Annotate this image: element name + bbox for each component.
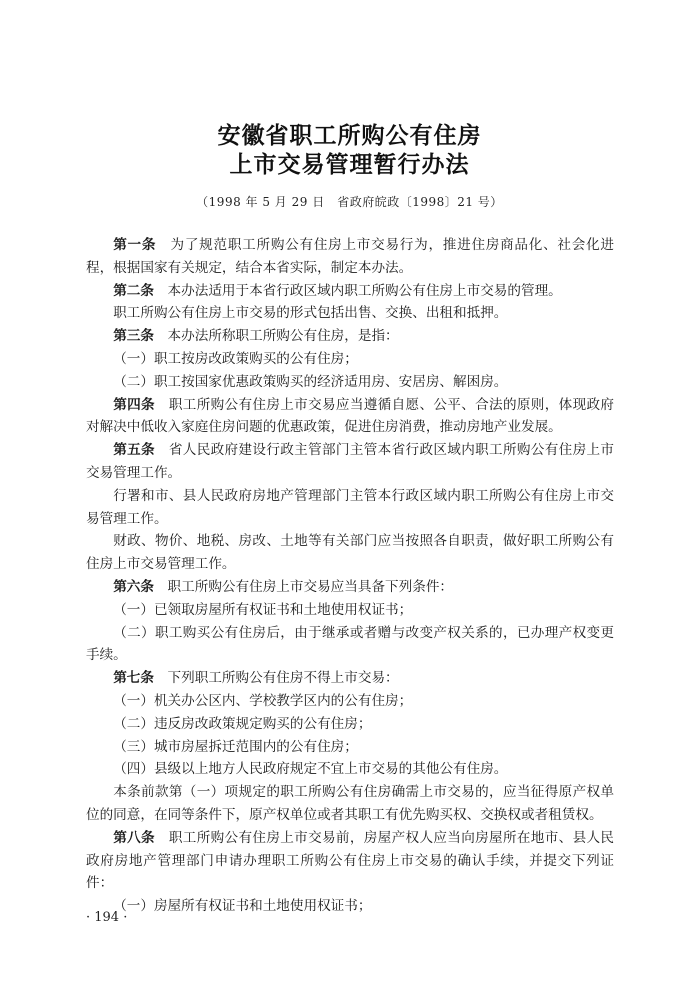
paragraph-text: 职工所购公有住房上市交易前，房屋产权人应当向房屋所在地市、县人民政府房地产管理部门申请办理职工所购公有住房上市交易的确认手续，并提交下列证件： (86, 829, 615, 892)
paragraph-text: （一）职工按房改政策购买的公有住房； (113, 350, 358, 367)
paragraph (86, 576, 614, 599)
paragraph (86, 895, 614, 918)
paragraph-text: 省人民政府建设行政主管部门主管本省行政区域内职工所购公有住房上市交易管理工作。 (86, 442, 615, 481)
page-number: · 194 · (86, 910, 128, 925)
paragraph-text: （二）职工按国家优惠政策购买的经济适用房、安居房、解困房。 (113, 373, 508, 390)
paragraph (86, 667, 614, 690)
paragraph (86, 439, 614, 485)
paragraph-text: （一）房屋所有权证书和土地使用权证书； (113, 898, 372, 915)
paragraph (86, 348, 614, 371)
paragraph (86, 736, 614, 759)
article-heading: 第八条 (113, 829, 155, 846)
paragraph-text: 职工所购公有住房上市交易应当遵循自愿、公平、合法的原则，体现政府对解决中低收入家庭住房问题的优惠政策，促进住房消费，推动房地产业发展。 (86, 396, 615, 436)
paragraph (86, 690, 614, 713)
document-title-line2: 上市交易管理暂行办法 (229, 152, 470, 178)
article-heading: 第一条 (113, 237, 157, 253)
paragraph-text: 本条前款第（一）项规定的职工所购公有住房确需上市交易的，应当征得原产权单位的同意，在同等条件下，原产权单位或者其职工有优先购买权、交换权或者租赁权。 (86, 784, 614, 823)
paragraph-text: 为了规范职工所购公有住房上市交易行为，推进住房商品化、社会化进程，根据国家有关规定，结合本省实际，制定本办法。 (86, 237, 615, 276)
paragraph (86, 781, 614, 827)
paragraph-text: 财政、物价、地税、房改、土地等有关部门应当按照各自职责，做好职工所购公有住房上市交易管理工作。 (86, 533, 614, 573)
paragraph-text: （三）城市房屋拆迁范围内的公有住房； (113, 738, 358, 755)
paragraph-text: （四）县级以上地方人民政府规定不宜上市交易的其他公有住房。 (113, 761, 508, 778)
article-heading: 第三条 (113, 328, 154, 345)
paragraph (86, 530, 614, 576)
paragraph (86, 485, 614, 531)
article-heading: 第六条 (113, 578, 154, 595)
paragraph-text: （一）机关办公区内、学校教学区内的公有住房； (113, 692, 413, 709)
paragraph-text: 行署和市、县人民政府房地产管理部门主管本行政区域内职工所购公有住房上市交易管理工作。 (86, 487, 614, 527)
paragraph (86, 827, 614, 895)
paragraph (86, 325, 614, 348)
paragraph-text: （二）违反房改政策规定购买的公有住房； (113, 715, 372, 732)
document-title-line1: 安徽省职工所购公有住房 (217, 123, 482, 149)
article-heading: 第四条 (113, 396, 155, 413)
paragraph (86, 713, 614, 736)
paragraph-text: （二）职工购买公有住房后，由于继承或者赠与改变产权关系的，已办理产权变更手续。 (86, 624, 614, 664)
paragraph (86, 622, 614, 668)
paragraph-text: 职工所购公有住房上市交易的形式包括出售、交换、出租和抵押。 (113, 305, 508, 322)
paragraph-text: 本办法适用于本省行政区域内职工所购公有住房上市交易的管理。 (153, 282, 562, 299)
paragraph (86, 302, 614, 325)
paragraph-text: 职工所购公有住房上市交易应当具备下列条件： (153, 578, 454, 595)
paragraph-text: 下列职工所购公有住房不得上市交易： (153, 670, 399, 687)
paragraph (86, 234, 614, 280)
document-body (86, 234, 614, 918)
paragraph-text: （一）已领取房屋所有权证书和土地使用权证书； (113, 601, 413, 618)
paragraph-text: 本办法所称职工所购公有住房，是指： (153, 328, 399, 345)
article-heading: 第七条 (113, 670, 154, 687)
paragraph (86, 758, 614, 781)
paragraph (86, 371, 614, 394)
article-heading: 第二条 (113, 282, 154, 299)
article-heading: 第五条 (113, 442, 155, 459)
document-subtitle: （1998 年 5 月 29 日 省政府皖政〔1998〕21 号） (196, 195, 503, 209)
paragraph (86, 280, 614, 303)
paragraph (86, 394, 614, 440)
paragraph (86, 599, 614, 622)
